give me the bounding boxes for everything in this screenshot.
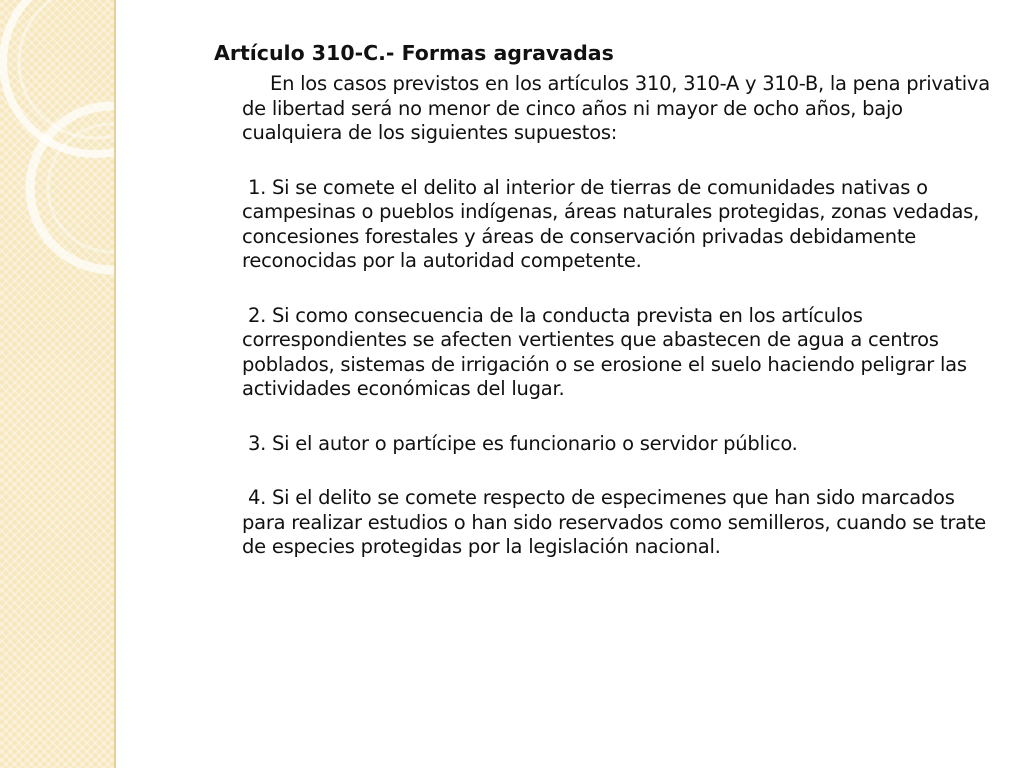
article-item-4: 4. Si el delito se comete respecto de especimenes que han sido marcados para realizar estudios o han sido reservados como semilleros, cuando se trate de especies protegidas por la legislación nacional. [242, 486, 987, 558]
article-heading: Artículo 310-C.- Formas agravadas [214, 41, 614, 65]
article-item-2: 2. Si como consecuencia de la conducta prevista en los artículos correspondientes se afecten vertientes que abastecen de agua a centros poblados, sistemas de irrigación o se erosione el suelo haciendo peligrar las actividades económicas del lugar. [242, 303, 967, 400]
article-intro: En los casos previstos en los artículos 310, 310-A y 310-B, la pena privativa de libertad será no menor de cinco años ni mayor de ocho años, bajo cualquiera de los siguientes supuestos: [242, 72, 990, 144]
decorative-sidebar [0, 0, 114, 768]
article-item-3: 3. Si el autor o partícipe es funcionario o servidor público. [248, 431, 798, 455]
article-body [214, 40, 994, 560]
article-item-1: 1. Si se comete el delito al interior de tierras de comunidades nativas o campesinas o pueblos indígenas, áreas naturales protegidas, zonas vedadas, concesiones forestales y áreas de conservación privadas debidamente reconocidas por la autoridad competente. [242, 175, 980, 272]
decorative-rings-graphic [0, 0, 114, 768]
sidebar-divider [114, 0, 116, 768]
